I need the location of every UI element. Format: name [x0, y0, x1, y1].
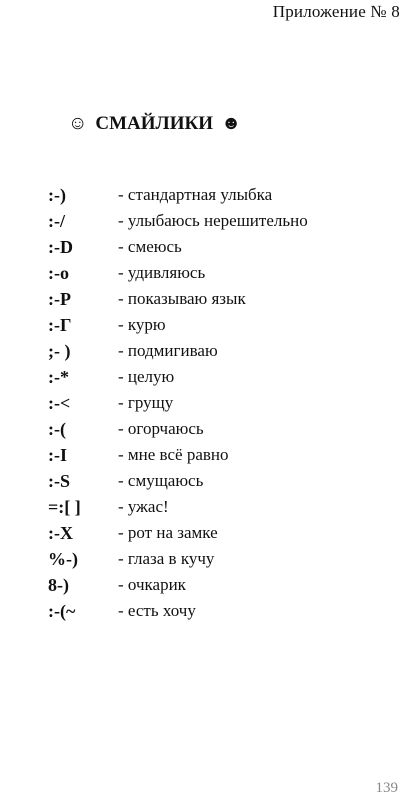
smiley-row	[48, 390, 398, 416]
smiley-row	[48, 286, 398, 312]
smiley-row	[48, 312, 398, 338]
smiley-description: - курю	[118, 315, 166, 334]
smiley-code: :-<	[48, 392, 71, 413]
smiley-description: - ужас!	[118, 497, 169, 516]
smiley-code: %-)	[48, 548, 78, 569]
smiley-code: :-(	[48, 418, 66, 439]
smiley-description: - грущу	[118, 393, 174, 412]
smiley-description: - стандартная улыбка	[118, 185, 273, 204]
smiley-code: ;- )	[48, 340, 71, 361]
smiley-description: - глаза в кучу	[118, 549, 215, 568]
smiley-code: 8-)	[48, 574, 69, 595]
smiley-description: - целую	[118, 367, 175, 386]
smiley-outline-icon: ☺	[68, 113, 88, 134]
page-number: 139	[375, 780, 398, 796]
smiley-description: - очкарик	[118, 575, 186, 594]
smiley-description: - мне всё равно	[118, 445, 229, 464]
smiley-code: :-I	[48, 444, 67, 465]
smiley-row	[48, 260, 398, 286]
smiley-description: - смеюсь	[118, 237, 182, 256]
smiley-row	[48, 364, 398, 390]
smiley-description: - подмигиваю	[118, 341, 218, 360]
smiley-description: - удивляюсь	[118, 263, 206, 282]
smiley-description: - огорчаюсь	[118, 419, 204, 438]
smiley-row	[48, 494, 398, 520]
smiley-code: :-/	[48, 210, 65, 231]
smiley-code: :-D	[48, 236, 73, 257]
smiley-row	[48, 234, 398, 260]
smiley-code: :-S	[48, 470, 70, 491]
smiley-row	[48, 520, 398, 546]
smiley-list	[48, 182, 398, 624]
smiley-code: :-)	[48, 184, 66, 205]
smiley-code: :-Г	[48, 314, 72, 335]
smiley-row	[48, 182, 398, 208]
title-text: СМАЙЛИКИ	[95, 113, 214, 134]
smiley-code: =:[ ]	[48, 496, 81, 517]
smiley-description: - показываю язык	[118, 289, 246, 308]
smiley-code: :-(~	[48, 600, 76, 621]
smiley-code: :-P	[48, 288, 71, 309]
smiley-description: - рот на замке	[118, 523, 218, 542]
smiley-row	[48, 416, 398, 442]
appendix-label: Приложение № 8	[272, 2, 400, 21]
smiley-filled-icon: ☻	[221, 113, 242, 134]
smiley-code: :-o	[48, 262, 69, 283]
smiley-code: :-X	[48, 522, 73, 543]
smiley-row	[48, 338, 398, 364]
smiley-row	[48, 468, 398, 494]
smiley-code: :-*	[48, 366, 69, 387]
page-title	[68, 113, 241, 135]
smiley-row	[48, 208, 398, 234]
smiley-row	[48, 598, 398, 624]
smiley-row	[48, 442, 398, 468]
smiley-description: - улыбаюсь нерешительно	[118, 211, 308, 230]
smiley-row	[48, 572, 398, 598]
smiley-description: - смущаюсь	[118, 471, 204, 490]
smiley-description: - есть хочу	[118, 601, 196, 620]
smiley-row	[48, 546, 398, 572]
